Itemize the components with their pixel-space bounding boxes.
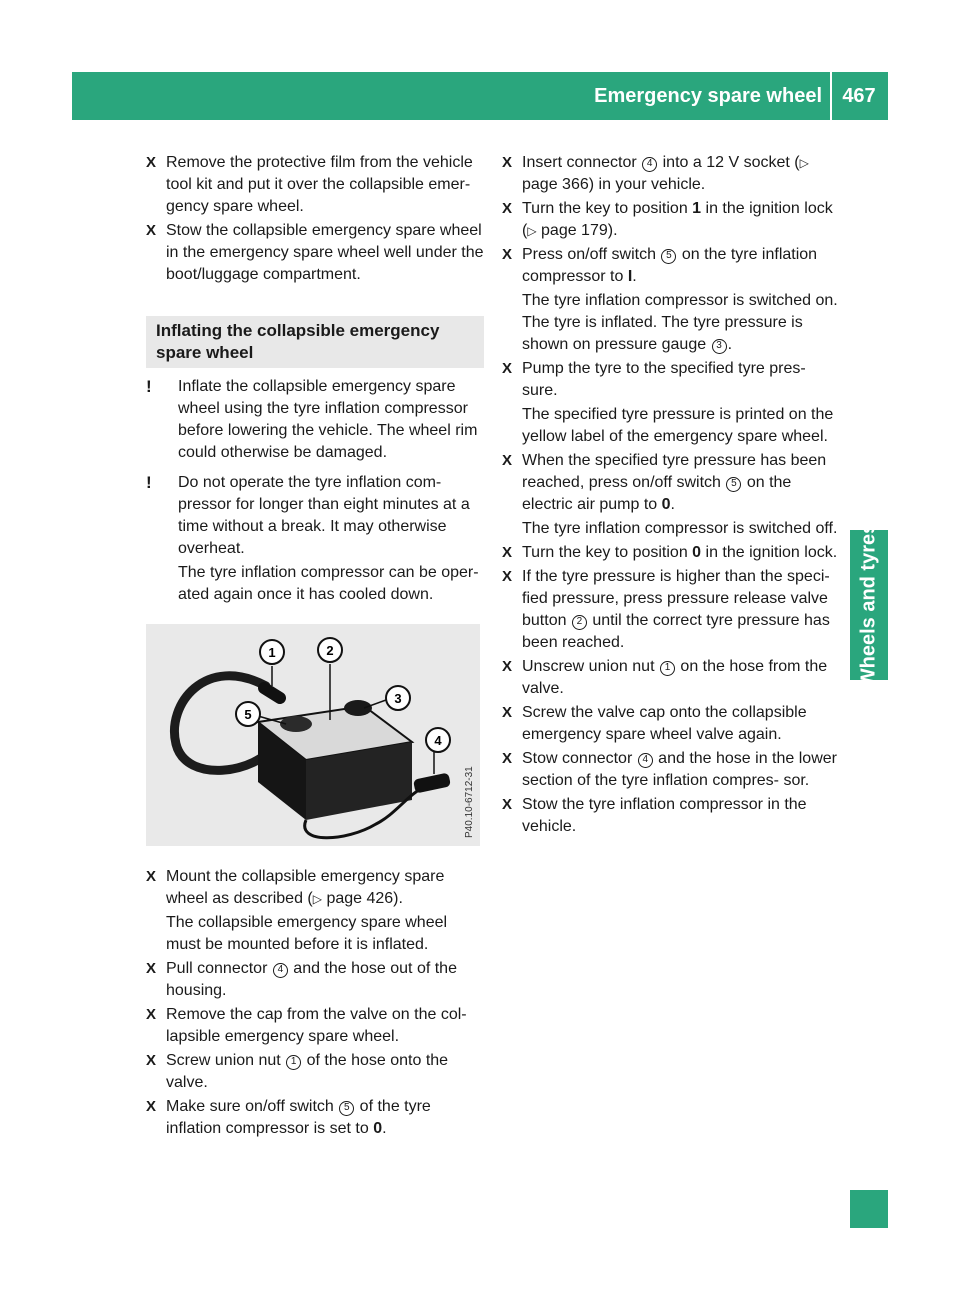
- step-bullet-icon: X: [146, 1098, 157, 1115]
- step-remove-film: [146, 152, 484, 218]
- step-text: until the correct tyre pressure has been reached.: [522, 612, 830, 651]
- step-text: Stow the tyre inflation compressor in the vehicle.: [522, 796, 807, 835]
- step-bullet-icon: X: [502, 452, 513, 469]
- step-text: Turn the key to position: [522, 200, 693, 217]
- step-text: .: [670, 496, 675, 513]
- step-note-text: The tyre inflation compressor is switched on. The tyre is inflated. The tyre pressure is shown on pressure gauge: [522, 292, 838, 353]
- side-tab: [850, 522, 888, 688]
- side-marker: [850, 1190, 888, 1228]
- step-switch-off: [502, 450, 842, 516]
- step-press-switch-on: [502, 244, 842, 288]
- warning-note: [146, 472, 484, 606]
- callout-marker: [386, 686, 410, 710]
- switch-position-value: 0: [661, 496, 671, 513]
- step-text: ).: [607, 222, 618, 239]
- step-bullet-icon: X: [502, 750, 513, 767]
- callout-label: 2: [326, 643, 334, 658]
- step-bullet-icon: X: [146, 154, 157, 171]
- item-number-badge: 1: [660, 661, 675, 676]
- page-number: 467: [842, 85, 876, 107]
- step-text: of the tyre inflation compressor is set to: [166, 1098, 431, 1137]
- step-turn-key-1: [502, 198, 842, 242]
- header-title: Emergency spare wheel: [594, 85, 822, 107]
- callout-marker: [236, 702, 260, 726]
- step-bullet-icon: X: [502, 796, 513, 813]
- step-text: on the electric air pump to: [522, 474, 792, 513]
- step-note-text: .: [727, 336, 733, 353]
- step-text: Turn the key to position: [522, 544, 693, 561]
- item-number-badge: 5: [339, 1101, 354, 1116]
- step-note: The collapsible emergency spare wheel must be mounted before it is inflated.: [166, 914, 448, 953]
- step-mount-wheel: [146, 866, 484, 910]
- left-column: [146, 152, 484, 1142]
- step-pump-tyre: [502, 358, 842, 402]
- step-stow-connector: [502, 748, 842, 792]
- union-nut-shape: [264, 688, 280, 698]
- item-number-badge: 5: [726, 477, 741, 492]
- step-text: Unscrew union nut: [522, 658, 659, 675]
- section-heading: Inflating the collapsible emergency spare wheel: [146, 316, 484, 368]
- key-position-value: 0: [692, 544, 702, 561]
- warning-icon: !: [146, 473, 152, 492]
- step-text: Make sure on/off switch: [166, 1098, 339, 1115]
- step-text: ).: [393, 890, 403, 907]
- page-reference-link[interactable]: page 179: [541, 222, 608, 239]
- warning-note: [146, 376, 484, 464]
- step-text: and the hose in the lower section of the tyre inflation compres- sor.: [522, 750, 837, 789]
- step-bullet-icon: X: [146, 960, 157, 977]
- item-number-badge: 5: [661, 249, 676, 264]
- right-column: [502, 152, 842, 840]
- step-bullet-icon: X: [502, 200, 513, 217]
- callout-marker: [318, 638, 342, 662]
- step-bullet-icon: X: [502, 544, 513, 561]
- step-remove-cap: [146, 1004, 484, 1048]
- compressor-drawing: [146, 624, 480, 846]
- side-tab-label: Wheels and tyres: [857, 522, 880, 688]
- step-bullet-icon: X: [146, 1052, 157, 1069]
- item-number-badge: 4: [273, 963, 288, 978]
- step-text: Screw union nut: [166, 1052, 286, 1069]
- switch-position-value: 0: [373, 1120, 383, 1137]
- step-bullet-icon: X: [146, 222, 157, 239]
- page-ref-arrow-icon: ▷: [312, 892, 322, 906]
- callout-label: 4: [434, 733, 442, 748]
- step-text: Pull connector: [166, 960, 272, 977]
- step-turn-key-0: [502, 542, 842, 564]
- step-text: on the tyre inflation compressor to: [522, 246, 818, 285]
- gauge-shape: [344, 700, 372, 716]
- step-bullet-icon: X: [502, 658, 513, 675]
- step-unscrew-nut: [502, 656, 842, 700]
- step-insert-connector: [502, 152, 842, 196]
- step-text: If the tyre pressure is higher than the speci- fied pressure, press pressure release valve button: [522, 568, 830, 629]
- step-stow-compressor: [502, 794, 842, 838]
- step-bullet-icon: X: [146, 1006, 157, 1023]
- warning-icon: !: [146, 377, 152, 396]
- step-screw-cap: [502, 702, 842, 746]
- item-number-badge: 4: [638, 753, 653, 768]
- callout-marker: [260, 640, 284, 664]
- step-text: of the hose onto the valve.: [166, 1052, 449, 1091]
- step-text: on the hose from the valve.: [522, 658, 828, 697]
- step-text: Press on/off switch: [522, 246, 661, 263]
- page-ref-arrow-icon: ▷: [527, 224, 537, 238]
- step-note: The tyre inflation compressor is switched off.: [522, 520, 838, 537]
- switch-position-value: I: [627, 268, 633, 285]
- figure-code: P40.10-6712-31: [464, 766, 475, 838]
- step-text: ) in your vehicle.: [588, 176, 706, 193]
- item-number-badge: 1: [286, 1055, 301, 1070]
- step-screw-union-nut: [146, 1050, 484, 1094]
- step-text: Mount the collapsible emergency spare wheel as described (: [166, 868, 445, 907]
- page-reference-link[interactable]: page 426: [326, 890, 394, 907]
- step-bullet-icon: X: [502, 568, 513, 585]
- page-header: [72, 72, 888, 120]
- step-bullet-icon: X: [502, 246, 513, 263]
- step-text: .: [382, 1120, 387, 1137]
- callout-marker: [426, 728, 450, 752]
- compressor-illustration: [146, 624, 480, 846]
- step-note: The specified tyre pressure is printed on the yellow label of the emergency spare wheel.: [522, 406, 834, 445]
- step-bullet-icon: X: [502, 154, 513, 171]
- step-text: Stow connector: [522, 750, 637, 767]
- step-text: Screw the valve cap onto the collapsible emergency spare wheel valve again.: [522, 704, 807, 743]
- step-text: Insert connector: [522, 154, 642, 171]
- step-bullet-icon: X: [502, 360, 513, 377]
- step-check-switch: [146, 1096, 484, 1140]
- step-text: Stow the collapsible emergency spare wheel in the emergency spare wheel well under the boot/luggage compartment.: [166, 222, 484, 283]
- step-text: in the ignition lock.: [701, 544, 838, 561]
- callout-label: 3: [394, 691, 402, 706]
- item-number-badge: 2: [572, 615, 587, 630]
- step-text: Remove the protective film from the vehicle tool kit and put it over the collapsible emer- gency spare wheel.: [166, 154, 473, 215]
- warning-text: Do not operate the tyre inflation com- pressor for longer than eight minutes at a time without a break. It may otherwise overheat.: [178, 474, 470, 557]
- step-bullet-icon: X: [146, 868, 157, 885]
- step-text: Pump the tyre to the specified tyre pres- sure.: [522, 360, 806, 399]
- step-pull-connector: [146, 958, 484, 1002]
- warning-text: Inflate the collapsible emergency spare wheel using the tyre inflation compressor before lowering the vehicle. The wheel rim could otherwise be damaged.: [178, 378, 478, 461]
- step-stow-wheel: [146, 220, 484, 286]
- step-text: .: [632, 268, 637, 285]
- step-note: [502, 290, 842, 356]
- step-text: Remove the cap from the valve on the col- lapsible emergency spare wheel.: [166, 1006, 467, 1045]
- header-divider: [830, 72, 832, 120]
- step-release-pressure: [502, 566, 842, 654]
- step-text: and the hose out of the housing.: [166, 960, 457, 999]
- item-number-badge: 4: [642, 157, 657, 172]
- step-text: When the specified tyre pressure has been reached, press on/off switch: [522, 452, 827, 491]
- item-number-badge: 3: [712, 339, 727, 354]
- page-ref-arrow-icon: ▷: [799, 156, 809, 170]
- step-bullet-icon: X: [502, 704, 513, 721]
- step-text: into a 12 V socket (: [658, 154, 800, 171]
- connector-shape: [413, 772, 451, 793]
- key-position-value: 1: [692, 200, 702, 217]
- page-reference-link[interactable]: page 366: [522, 176, 589, 193]
- warning-text-continued: The tyre inflation compressor can be oper- ated again once it has cooled down.: [178, 564, 479, 603]
- callout-label: 1: [268, 645, 276, 660]
- callout-label: 5: [244, 707, 252, 722]
- step-text: in the ignition lock (: [522, 200, 833, 239]
